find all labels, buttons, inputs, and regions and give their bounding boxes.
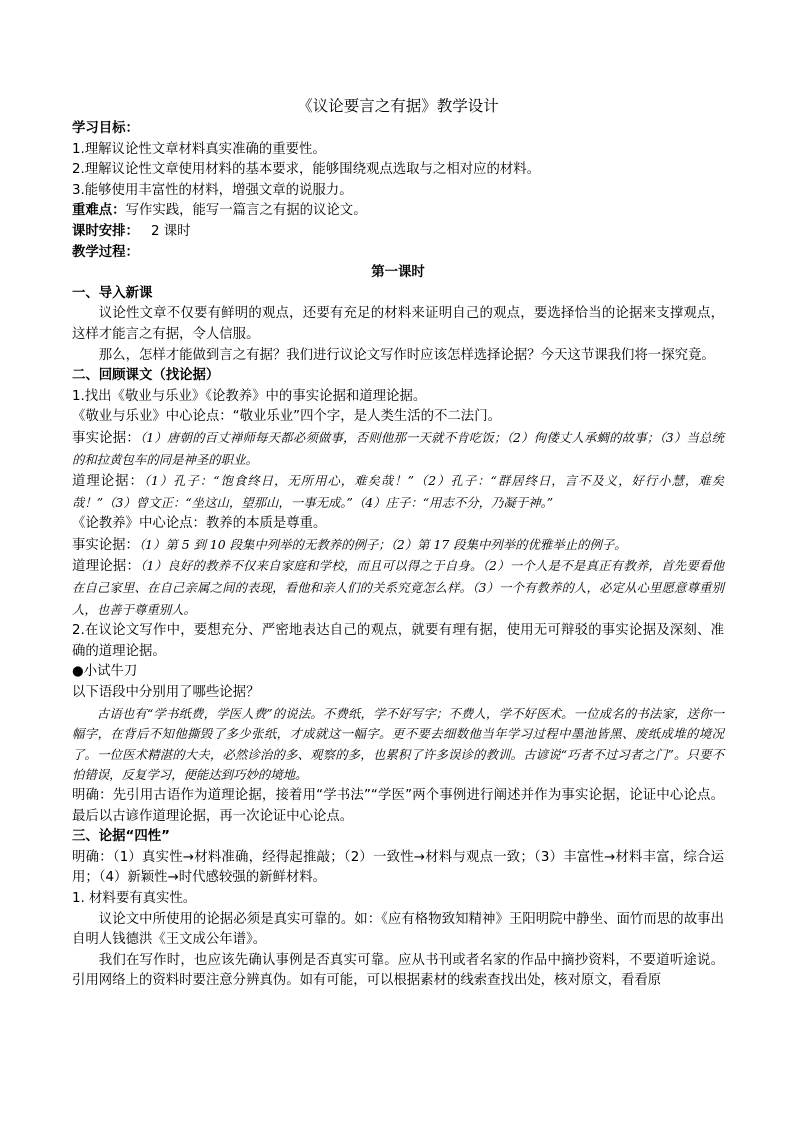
practice-passage: 古语也有“学书纸费，学医人费”的说法。不费纸，学不好写字；不费人，学不好医术。一位成名的书法家，送你一幅字，在背后不知他撕毁了多少张纸，才成就这一幅字。更不要去细数他当年学习过程中墨池皆黑、废纸成堆的境况了。一位医术精湛的大夫，必然诊治的多、观察的多，也累积了许多误诊的教训。古谚说“巧者不过习者之门”。只要不怕错误，反复学习，便能达到巧妙的境地。 xyxy=(72,705,724,783)
essay-2-thesis: 《论教养》中心论点：教养的本质是尊重。 xyxy=(72,516,327,532)
practice-heading-line xyxy=(72,662,724,683)
practice-heading: 小试牛刀 xyxy=(83,664,138,680)
essay-1-facts xyxy=(72,428,724,471)
section-1-heading: 一、导入新课 xyxy=(72,285,153,301)
objective-1: 1.理解议论性文章材料真实准确的重要性。 xyxy=(72,141,326,157)
practice-answer-text: 先引用古语作为道理论据，接着用“学书法”“学医”两个事例进行阐述并作为事实论据，论证中心论点。最后以古谚作道理论据，再一次论证中心论点。 xyxy=(72,788,725,824)
task-1: 1.找出《敬业与乐业》《论教养》中的事实论据和道理论据。 xyxy=(72,388,427,404)
essay-1-facts-text: （1）唐朝的百丈禅师每天都必须做事，否则他那一天就不肯吃饭；（2）佝偻丈人承蜩的故事；（3）当总统的和拉黄包车的同是神圣的职业。 xyxy=(72,429,724,467)
objective-3: 3.能够使用丰富性的材料，增强文章的说服力。 xyxy=(72,182,353,198)
document-title: 《议论要言之有据》教学设计 xyxy=(297,97,499,115)
hours-line xyxy=(72,222,724,243)
essay-1-reasons-text: （1）孔子：“饱食终日，无所用心，难矣哉！”（2）孔子：“群居终日，言不及义，好行小慧，难矣哉！”（3）曾文正：“坐这山，望那山，一事无成。”（4）庄子：“用志不分，乃凝于神。” xyxy=(72,473,725,510)
reason-label: 道理论据： xyxy=(72,474,144,490)
section-3-heading: 三、论据“四性” xyxy=(72,829,170,845)
process-heading: 教学过程： xyxy=(72,244,139,260)
document-page xyxy=(72,96,724,992)
key-points-text: 写作实践，能写一篇言之有据的议论文。 xyxy=(125,203,367,219)
section-3-paragraph-2: 我们在写作时，也应该先确认事例是否真实可靠。应从书刊或者名家的作品中摘抄资料，不要道听途说。引用网络上的资料时要注意分辨真伪。如有可能，可以根据素材的线索查找出处，核对原文，看看原 xyxy=(72,952,724,989)
section-3-answer-label: 明确： xyxy=(72,849,113,865)
essay-2-facts-text: （1）第 5 到 10 段集中列举的无教养的例子；（2）第 17 段集中列举的优雅举止的例子。 xyxy=(138,536,627,552)
first-lesson-heading: 第一课时 xyxy=(371,265,425,281)
objectives-heading: 学习目标： xyxy=(72,121,139,136)
essay-1-thesis: 《敬业与乐业》中心论点：“敬业乐业”四个字，是人类生活的不二法门。 xyxy=(72,409,501,425)
task-2: 2.在议论文写作中，要想充分、严密地表达自己的观点，就要有理有据，使用无可辩驳的事实论据及深刻、准确的道理论据。 xyxy=(72,623,724,659)
section-3-paragraph-1: 议论文中所使用的论据必须是真实可靠的。如：《应有格物致知精神》王阳明院中静坐、面竹而思的故事出自明人钱德洪《王文成公年谱》。 xyxy=(72,911,724,948)
section-1-paragraph-1: 议论性文章不仅要有鲜明的观点，还要有充足的材料来证明自己的观点，要选择恰当的论据来支撑观点，这样才能言之有据，令人信服。 xyxy=(72,306,724,342)
key-points-label: 重难点： xyxy=(72,203,126,219)
reason-label: 道理论据： xyxy=(72,559,141,575)
section-3-subheading-1: 1. 材料要有真实性。 xyxy=(72,890,197,906)
objective-2: 2.理解议论性文章使用材料的基本要求，能够围绕观点选取与之相对应的材料。 xyxy=(72,162,541,178)
practice-answer-label: 明确： xyxy=(72,788,113,803)
essay-1-reasons xyxy=(72,471,724,514)
hours-label: 课时安排： xyxy=(72,223,139,239)
essay-2-reasons-text: （1）良好的教养不仅来自家庭和学校，而且可以得之于自身。（2）一个人是不是真正有教养，首先要看他在自己家里、在自己亲属之间的表现，看他和亲人们的关系究竟怎么样。（3）一个有教养的人，必定从心里愿意尊重别人，也善于尊重别人。 xyxy=(72,558,724,617)
practice-answer xyxy=(72,786,724,827)
section-1-paragraph-2: 那么，怎样才能做到言之有据？我们进行议论文写作时应该怎样选择论据？今天这节课我们将一探究竟。 xyxy=(98,347,715,363)
practice-question: 以下语段中分别用了哪些论据？ xyxy=(72,685,260,701)
bullet-icon: ● xyxy=(72,664,84,680)
essay-2-reasons xyxy=(72,556,724,621)
section-3-answer xyxy=(72,848,724,889)
section-3-answer-text: （1）真实性→材料准确，经得起推敲；（2）一致性→材料与观点一致；（3）丰富性→材料丰富，综合运用；（4）新颖性→时代感较强的新鲜材料。 xyxy=(72,849,724,886)
section-2-heading: 二、回顾课文（找论据） xyxy=(72,368,220,384)
key-points-line xyxy=(72,201,724,222)
essay-2-facts xyxy=(72,535,724,557)
fact-label: 事实论据： xyxy=(72,430,140,446)
hours-text: 2 课时 xyxy=(150,223,191,239)
fact-label: 事实论据： xyxy=(72,537,139,553)
